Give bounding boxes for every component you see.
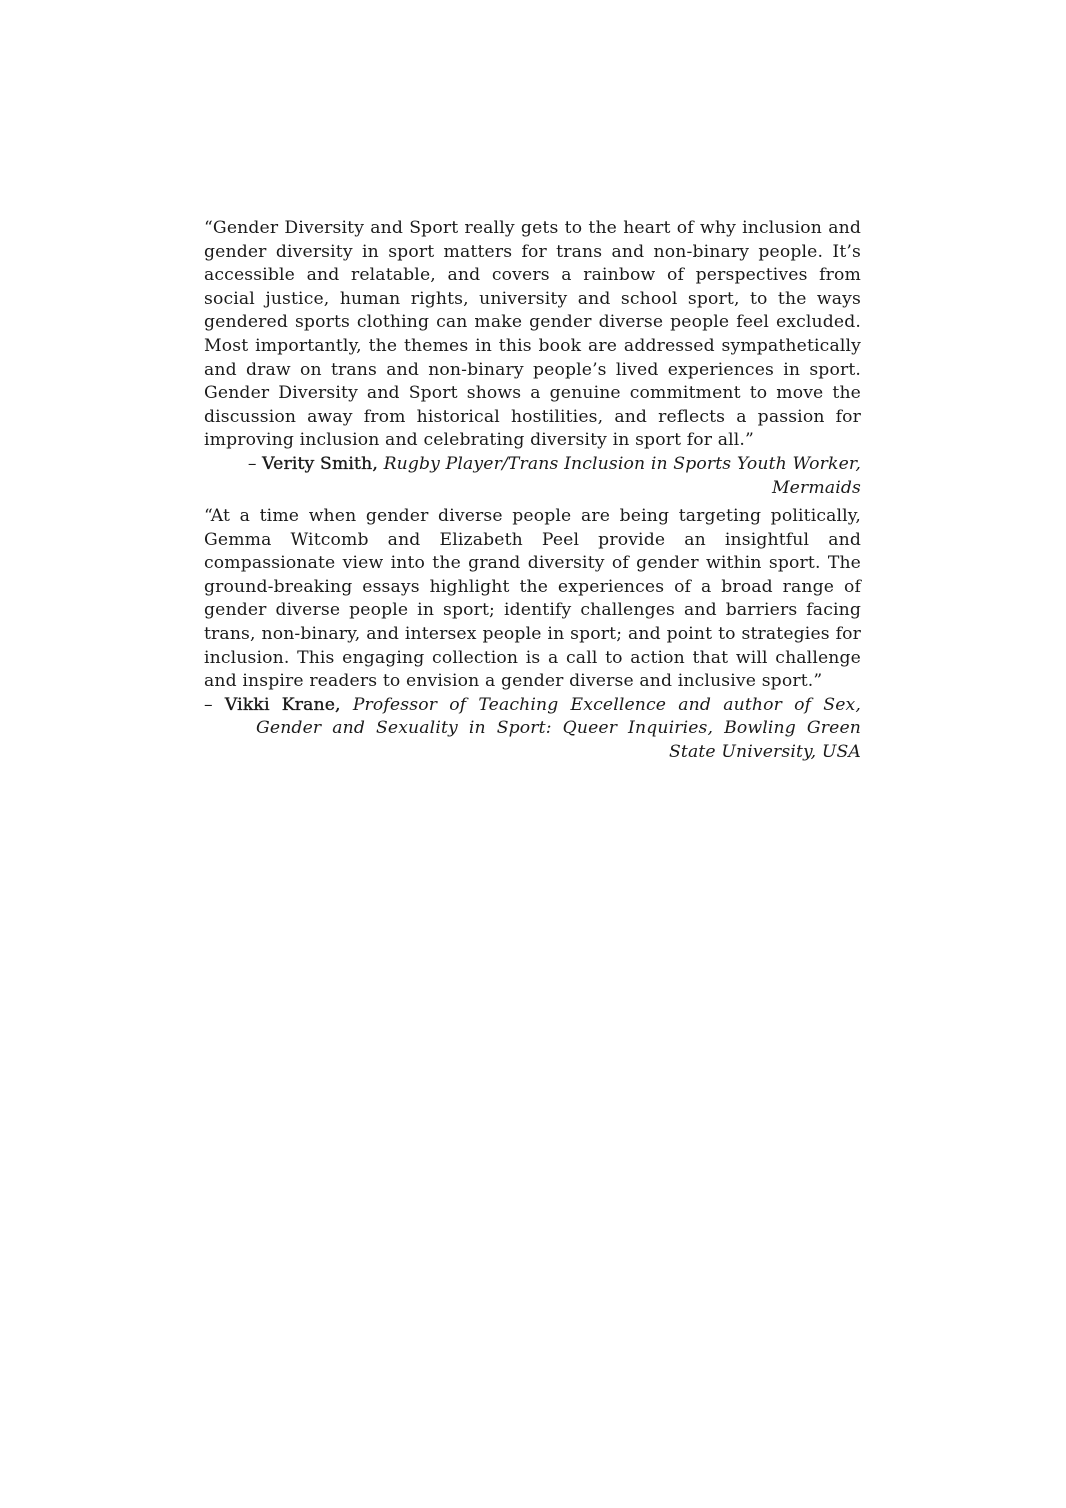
attribution-dash: – — [204, 694, 225, 715]
attribution-name: Vikki Krane, — [224, 694, 341, 715]
endorsement-quote: “At a time when gender diverse people are being targeting politically, Gemma Witcomb and Elizabeth Peel provide an insightful and compassionate view into the grand diversity of gender within sport. The ground-breaking essays highlight the experiences of a broad range of gender diverse people in sport; identify challenges and barriers facing trans, non-binary, and intersex people in sport; and point to strategies for inclusion. This engaging collection is a call to action that will challenge and inspire readers to envision a gender diverse and inclusive sport.” — [204, 506, 861, 692]
attribution-role: Rugby Player/Trans Inclusion in Sports Youth Worker, Mermaids — [383, 453, 861, 498]
attribution-role: Professor of Teaching Excellence and author of Sex, Gender and Sexuality in Sport: Queer Inquiries, Bowling Green State University, USA — [256, 694, 861, 762]
endorsement-verity-smith — [204, 217, 861, 500]
attribution-name: Verity Smith, — [262, 453, 378, 474]
attribution-dash: – — [247, 453, 263, 474]
endorsement-attribution — [204, 453, 861, 500]
endorsement-vikki-krane — [204, 505, 861, 765]
endorsement-quote: “Gender Diversity and Sport really gets to the heart of why inclusion and gender diversity in sport matters for trans and non-binary people. It’s accessible and relatable, and covers a rainbow of perspectives from social justice, human rights, university and school sport, to the ways gendered sports clothing can make gender diverse people feel excluded. Most importantly, the themes in this book are addressed sympathetically and draw on trans and non-binary people’s lived experiences in sport. Gender Diversity and Sport shows a genuine commitment to move the discussion away from historical hostilities, and reflects a passion for improving inclusion and celebrating diversity in sport for all.” — [204, 218, 861, 451]
endorsement-attribution — [204, 694, 861, 765]
